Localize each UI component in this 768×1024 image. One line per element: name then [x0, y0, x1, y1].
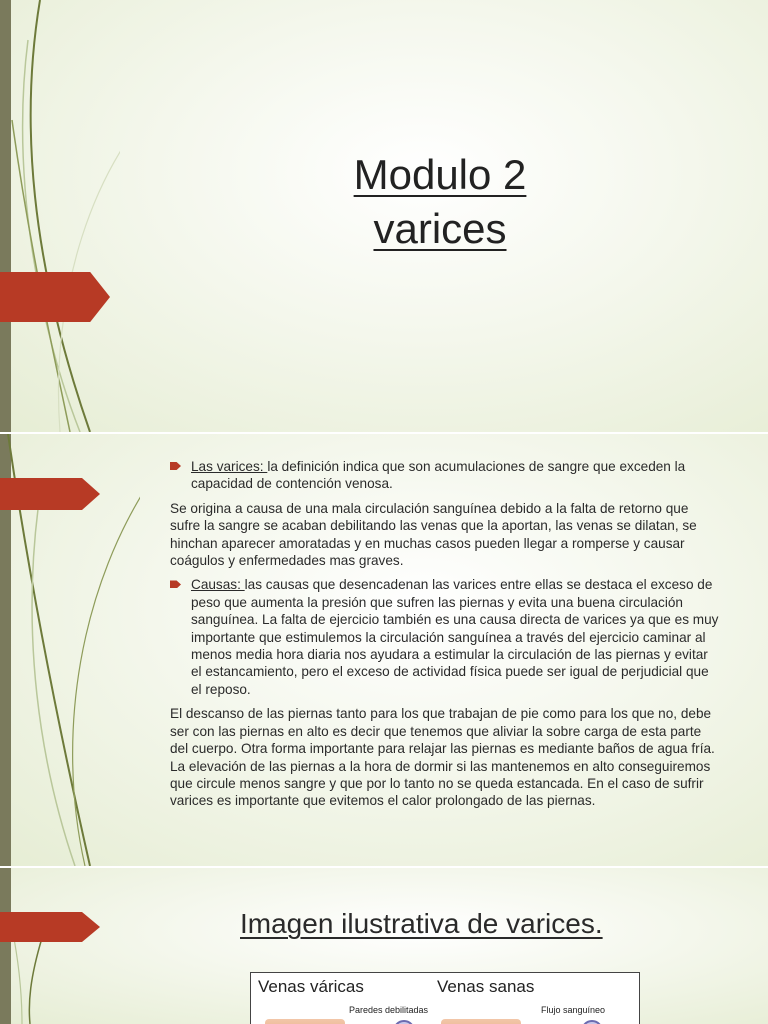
arrow-bullet-icon: [170, 462, 181, 470]
bullet-item-varices: [170, 458, 722, 493]
decorative-curves: [0, 868, 80, 1024]
content-body: [170, 458, 722, 817]
paragraph-origen: Se origina a causa de una mala circulación sanguínea debido a la falta de retorno que sufre la sangre se acaban debilitando las venas que la aportan, las venas se dilatan, se hinchan aparecer amoratadas y en muchas casos pueden llegar a romperse y causar coágulos y enfermedades mas graves.: [170, 500, 697, 569]
bullet-item-causas: [170, 576, 722, 698]
slide-arrow-tab-icon: [0, 272, 110, 322]
figure-sublabel-weak-walls: Paredes debilitadas: [349, 1005, 429, 1015]
slide-title-text: [300, 148, 580, 256]
slide-content: [0, 434, 768, 866]
leg-healthy-image: [441, 1019, 521, 1024]
slide-image: [0, 868, 768, 1024]
figure-label-varicose: Venas váricas: [258, 977, 364, 996]
figure-label-healthy: Venas sanas: [437, 977, 535, 996]
decorative-curves: [0, 0, 120, 432]
slide-arrow-tab-icon: [0, 478, 100, 510]
arrow-bullet-icon: [170, 580, 181, 588]
bullet-lead: Las varices:: [191, 459, 268, 474]
image-heading: Imagen ilustrativa de varices.: [240, 908, 603, 939]
paragraph-descanso: El descanso de las piernas tanto para los que trabajan de pie como para los que no, debe ser con las piernas en alto es decir que tenemos que aliviar la sobre carga de esta parte del cuerpo. Otra forma importante para relajar las piernas es mediante baños de agua fría. La elevación de las piernas a la hora de dormir si las mantenemos en alto conseguiremos que circule menos sangre y que por lo tanto no se queda estancada. En el caso de sufrir varices es importante que evitemos el calor prolongado de las piernas.: [170, 706, 715, 809]
bullet-text: la definición indica que son acumulaciones de sangre que exceden la capacidad de contención venosa.: [191, 459, 686, 492]
leg-varicose-image: [265, 1019, 345, 1024]
slide-title: [0, 0, 768, 432]
vein-crosssection-icon: [393, 1020, 415, 1024]
varices-illustration: [250, 972, 640, 1024]
title-line-1: Modulo 2: [353, 151, 527, 198]
bullet-lead: Causas:: [191, 577, 245, 593]
title-line-2: varices: [373, 205, 507, 252]
bullet-text: las causas que desencadenan las varices entre ellas se destaca el exceso de peso que aumenta la presión que sufren las piernas y evita una buena circulación sanguínea. La falta de ejercicio también es una causa directa de varices ya que es muy importante que estimulemos la circulación sanguínea a través del ejercicio caminar al menos media hora diaria nos ayudara a estimular la circulación de las piernas y evitar el estancamiento, pero el exceso de actividad física puede ser igual de perjudicial que el reposo.: [191, 577, 719, 697]
slide-arrow-tab-icon: [0, 912, 100, 942]
vein-crosssection-icon: [581, 1020, 603, 1024]
figure-sublabel-blood-flow: Flujo sanguíneo: [541, 1005, 606, 1015]
